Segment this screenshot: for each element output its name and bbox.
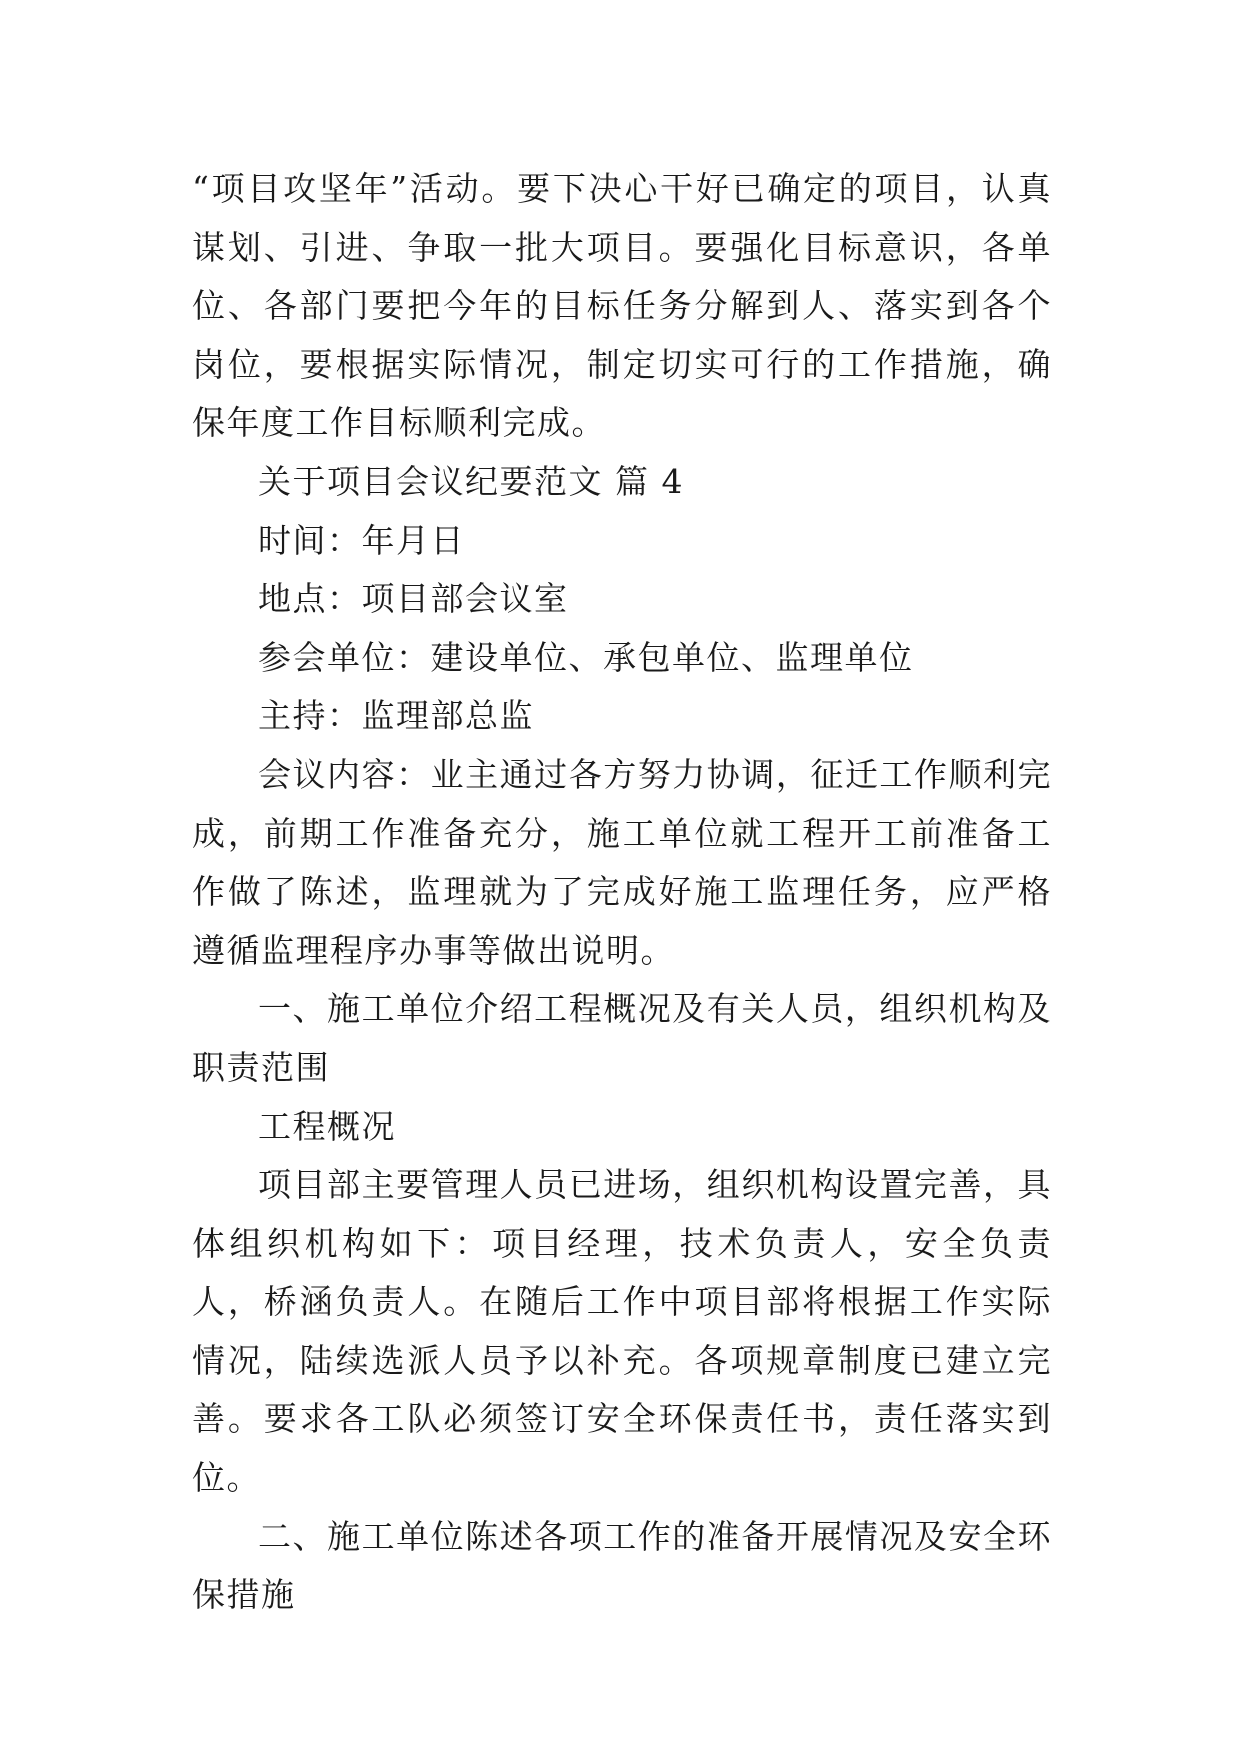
project-overview-paragraph: 项目部主要管理人员已进场，组织机构设置完善，具体组织机构如下：项目经理，技术负责人，安全负责人，桥涵负责人。在随后工作中项目部将根据工作实际情况，陆续选派人员予以补充。各项规章制度已建立完善。要求各工队必须签订安全环保责任书，责任落实到位。 — [192, 1165, 1052, 1498]
item-one-heading: 一、施工单位介绍工程概况及有关人员，组织机构及职责范围 — [192, 989, 1052, 1087]
meeting-participants: 参会单位：建设单位、承包单位、监理单位 — [258, 637, 914, 677]
document-body — [192, 160, 1052, 1625]
meeting-host: 主持：监理部总监 — [258, 696, 534, 736]
meeting-location: 地点：项目部会议室 — [258, 579, 569, 619]
item-two-heading: 二、施工单位陈述各项工作的准备开展情况及安全环保措施 — [192, 1516, 1052, 1615]
project-overview-heading: 工程概况 — [258, 1106, 396, 1146]
section-heading: 关于项目会议纪要范文 篇 4 — [258, 461, 684, 501]
meeting-content: 会议内容：业主通过各方努力协调，征迁工作顺利完成，前期工作准备充分，施工单位就工程开工前准备工作做了陈述，监理就为了完成好施工监理任务，应严格遵循监理程序办事等做出说明。 — [192, 754, 1052, 970]
paragraph-intro-continued: “项目攻坚年”活动。要下决心干好已确定的项目，认真谋划、引进、争取一批大项目。要强化目标意识，各单位、各部门要把今年的目标任务分解到人、落实到各个岗位，要根据实际情况，制定切实可行的工作措施，确保年度工作目标顺利完成。 — [192, 169, 1052, 443]
meeting-time: 时间：年月日 — [258, 520, 465, 560]
